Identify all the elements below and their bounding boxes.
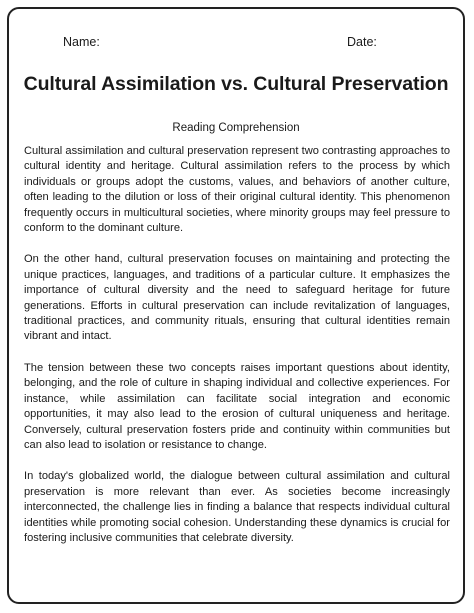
page-title: Cultural Assimilation vs. Cultural Preservation [23,73,449,95]
paragraph-2: On the other hand, cultural preservation focuses on maintaining and protecting the unique practices, languages, and traditions of a particular culture. It emphasizes the importance of cultural diversity and the need to safeguard heritage for future generations. Efforts in cultural preservation can include revitalization of languages, traditional practices, and community rituals, ensuring that cultural identities remain vibrant and intact. [24,253,450,343]
date-label: Date: [347,35,377,49]
paragraph-1: Cultural assimilation and cultural preservation represent two contrasting approaches to cultural identity and heritage. Cultural assimilation refers to the process by which individuals or groups adopt the customs, values, and behaviors of another culture, often leading to the dilution or loss of their original cultural identity. This phenomenon frequently occurs in multicultural societies, where minority groups may feel pressure to conform to the dominant culture. [24,145,450,235]
reading-passage [24,144,450,562]
name-label: Name: [63,35,100,49]
section-subtitle: Reading Comprehension [172,122,300,134]
worksheet-frame [7,7,465,604]
paragraph-3: The tension between these two concepts raises important questions about identity, belonging, and the role of culture in shaping individual and collective experiences. For instance, while assimilation can facilitate social integration and economic opportunities, it may also lead to the erosion of cultural uniqueness and heritage. Conversely, cultural preservation fosters pride and continuity within communities but can also lead to isolation or resistance to change. [24,361,450,451]
paragraph-4: In today's globalized world, the dialogue between cultural assimilation and cultural preservation is more relevant than ever. As societies become increasingly interconnected, the challenge lies in finding a balance that respects individual cultural identities while promoting social cohesion. Understanding these dynamics is crucial for fostering inclusive communities that celebrate diversity. [24,470,450,544]
header-row [9,35,463,55]
